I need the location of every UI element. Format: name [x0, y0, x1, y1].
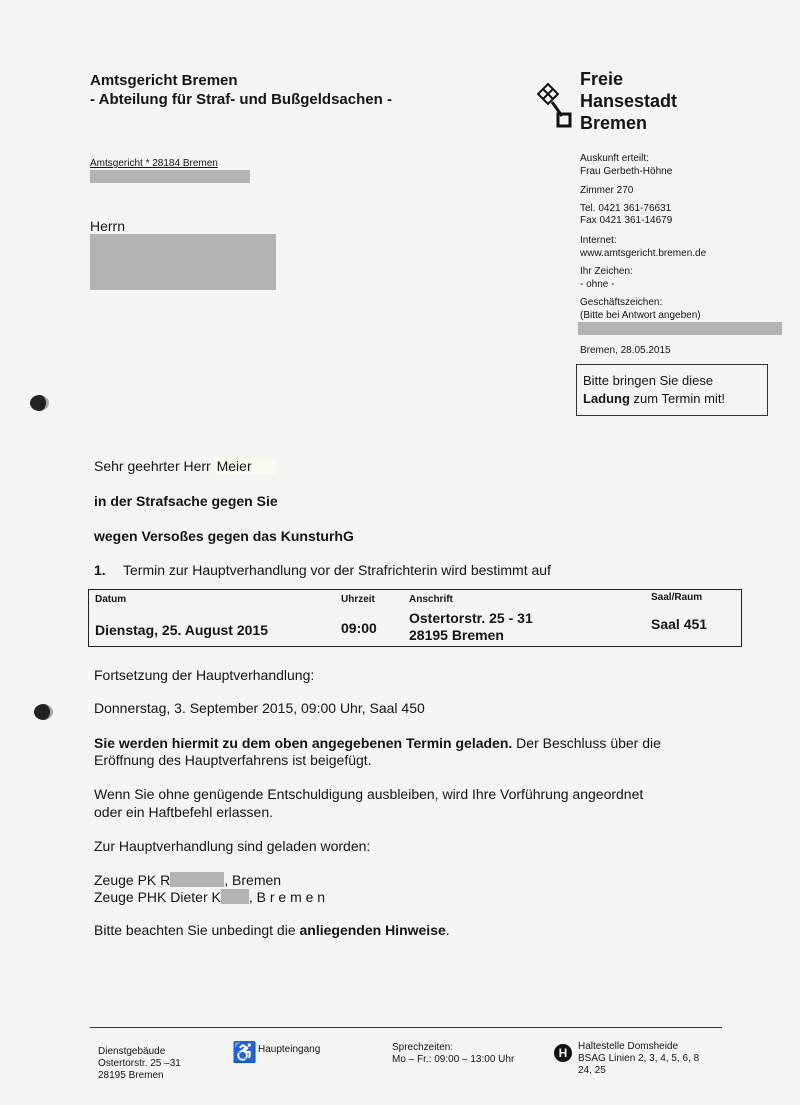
- bus-stop-letter: H: [558, 1046, 568, 1060]
- internet-label: Internet:: [580, 235, 617, 246]
- footer-entrance: Haupteingang: [258, 1044, 321, 1055]
- footer-hours-label: Sprechzeiten:: [392, 1042, 454, 1053]
- charge-line: wegen Versoßes gegen das KunsturhG: [94, 528, 354, 544]
- footer-building: [98, 1046, 181, 1082]
- hearing-address-line-1: Ostertorstr. 25 - 31: [409, 610, 533, 626]
- footer-building-label: Dienstgebäude: [98, 1046, 166, 1057]
- logo-line-2: Hansestadt: [580, 91, 678, 111]
- header-room: Saal/Raum: [651, 592, 703, 603]
- auskunft-name: Frau Gerbeth-Höhne: [580, 166, 673, 177]
- punch-hole-top: [30, 395, 49, 411]
- hearing-table: [88, 589, 742, 647]
- court-name: Amtsgericht Bremen: [90, 72, 238, 89]
- summons-bold: Sie werden hiermit zu dem oben angegebenen Termin geladen.: [94, 735, 513, 751]
- footer-rule: [90, 1027, 722, 1028]
- footer-lines-2: 24, 25: [578, 1065, 606, 1076]
- punch-hole-bottom: [34, 704, 53, 720]
- redacted-recipient-address: [90, 234, 276, 290]
- ihr-zeichen-value: - ohne -: [580, 279, 615, 290]
- witness-2: [94, 889, 325, 905]
- case-line: in der Strafsache gegen Sie: [94, 493, 278, 509]
- redacted-witness-2: [221, 889, 249, 904]
- header-address: Anschrift: [409, 594, 453, 605]
- footer-lines-1: BSAG Linien 2, 3, 4, 5, 6, 8: [578, 1053, 700, 1064]
- witness-1-suffix: , Bremen: [224, 872, 282, 888]
- notice-bold: Ladung: [583, 391, 630, 406]
- notice-post: zum Termin mit!: [629, 391, 726, 406]
- redacted-address-line: [90, 170, 250, 183]
- bus-stop-icon: [554, 1044, 572, 1062]
- footer-building-city: 28195 Bremen: [98, 1070, 164, 1081]
- letter-date: Bremen, 28.05.2015: [580, 345, 671, 356]
- recipient-label: Herrn: [90, 218, 126, 234]
- closing-pre: Bitte beachten Sie unbedingt die: [94, 922, 300, 938]
- footer-hours-value: Mo – Fr.: 09:00 – 13:00 Uhr: [392, 1054, 515, 1065]
- header-time: Uhrzeit: [341, 594, 375, 605]
- greeting: [94, 458, 276, 474]
- witness-2-suffix: , B r e m e n: [248, 889, 326, 905]
- redacted-witness-1: [170, 872, 224, 887]
- room-number: Zimmer 270: [580, 185, 634, 196]
- ihr-zeichen-label: Ihr Zeichen:: [580, 266, 633, 277]
- greeting-prefix: Sehr geehrter Herr: [94, 458, 211, 474]
- court-department: - Abteilung für Straf- und Bußgeldsachen -: [90, 91, 392, 108]
- footer-building-street: Ostertorstr. 25 –31: [98, 1058, 181, 1069]
- geschaeftszeichen-label: Geschäftszeichen:: [580, 297, 663, 308]
- closing-bold: anliegenden Hinweise: [299, 922, 446, 938]
- header-date: Datum: [95, 594, 127, 605]
- summons-rest: Der Beschluss über die: [512, 735, 661, 751]
- notice-line-1: Bitte bringen Sie diese: [583, 373, 714, 388]
- auskunft-label: Auskunft erteilt:: [580, 153, 649, 164]
- witness-1: [94, 872, 281, 888]
- witness-2-prefix: Zeuge PHK Dieter K: [94, 889, 221, 905]
- bremen-key-logo-icon: [534, 80, 574, 130]
- summons-line-1: [94, 735, 661, 751]
- logo-line-1: Freie: [580, 69, 624, 89]
- notice-box: [576, 364, 768, 416]
- logo-text: [580, 68, 677, 134]
- hearing-address-line-2: 28195 Bremen: [409, 627, 504, 643]
- summons-line-2: Eröffnung des Hauptverfahrens ist beigefügt.: [94, 752, 372, 768]
- item-text: Termin zur Hauptverhandlung vor der Strafrichterin wird bestimmt auf: [123, 562, 551, 578]
- footer-transport: [578, 1041, 699, 1077]
- redacted-case-number: [578, 322, 782, 335]
- fax-number: Fax 0421 361-14679: [580, 215, 673, 226]
- footer-stop-label: Haltestelle Domsheide: [578, 1041, 679, 1052]
- absence-line-2: oder ein Haftbefehl erlassen.: [94, 804, 273, 820]
- hearing-time: 09:00: [341, 620, 377, 636]
- witnesses-label: Zur Hauptverhandlung sind geladen worden:: [94, 838, 371, 854]
- absence-line-1: Wenn Sie ohne genügende Entschuldigung ausbleiben, wird Ihre Vorführung angeordnet: [94, 786, 644, 802]
- footer-hours: [392, 1042, 514, 1066]
- wheelchair-icon: ♿: [232, 1042, 257, 1064]
- internet-url: www.amtsgericht.bremen.de: [580, 248, 707, 259]
- item-number: 1.: [94, 562, 106, 578]
- geschaeftszeichen-note: (Bitte bei Antwort angeben): [580, 310, 701, 321]
- phone-number: Tel. 0421 361-76631: [580, 203, 672, 214]
- closing-line: [94, 922, 450, 938]
- hearing-room: Saal 451: [651, 616, 708, 632]
- closing-post: .: [445, 922, 450, 938]
- continuation-date: Donnerstag, 3. September 2015, 09:00 Uhr, Saal 450: [94, 700, 425, 716]
- logo-line-3: Bremen: [580, 113, 648, 133]
- hearing-date: Dienstag, 25. August 2015: [95, 622, 268, 638]
- witness-1-prefix: Zeuge PK R: [94, 872, 171, 888]
- greeting-name: Meier: [215, 458, 276, 474]
- notice-line-2: [583, 390, 761, 408]
- sender-line: Amtsgericht * 28184 Bremen: [90, 158, 218, 169]
- continuation-label: Fortsetzung der Hauptverhandlung:: [94, 667, 315, 683]
